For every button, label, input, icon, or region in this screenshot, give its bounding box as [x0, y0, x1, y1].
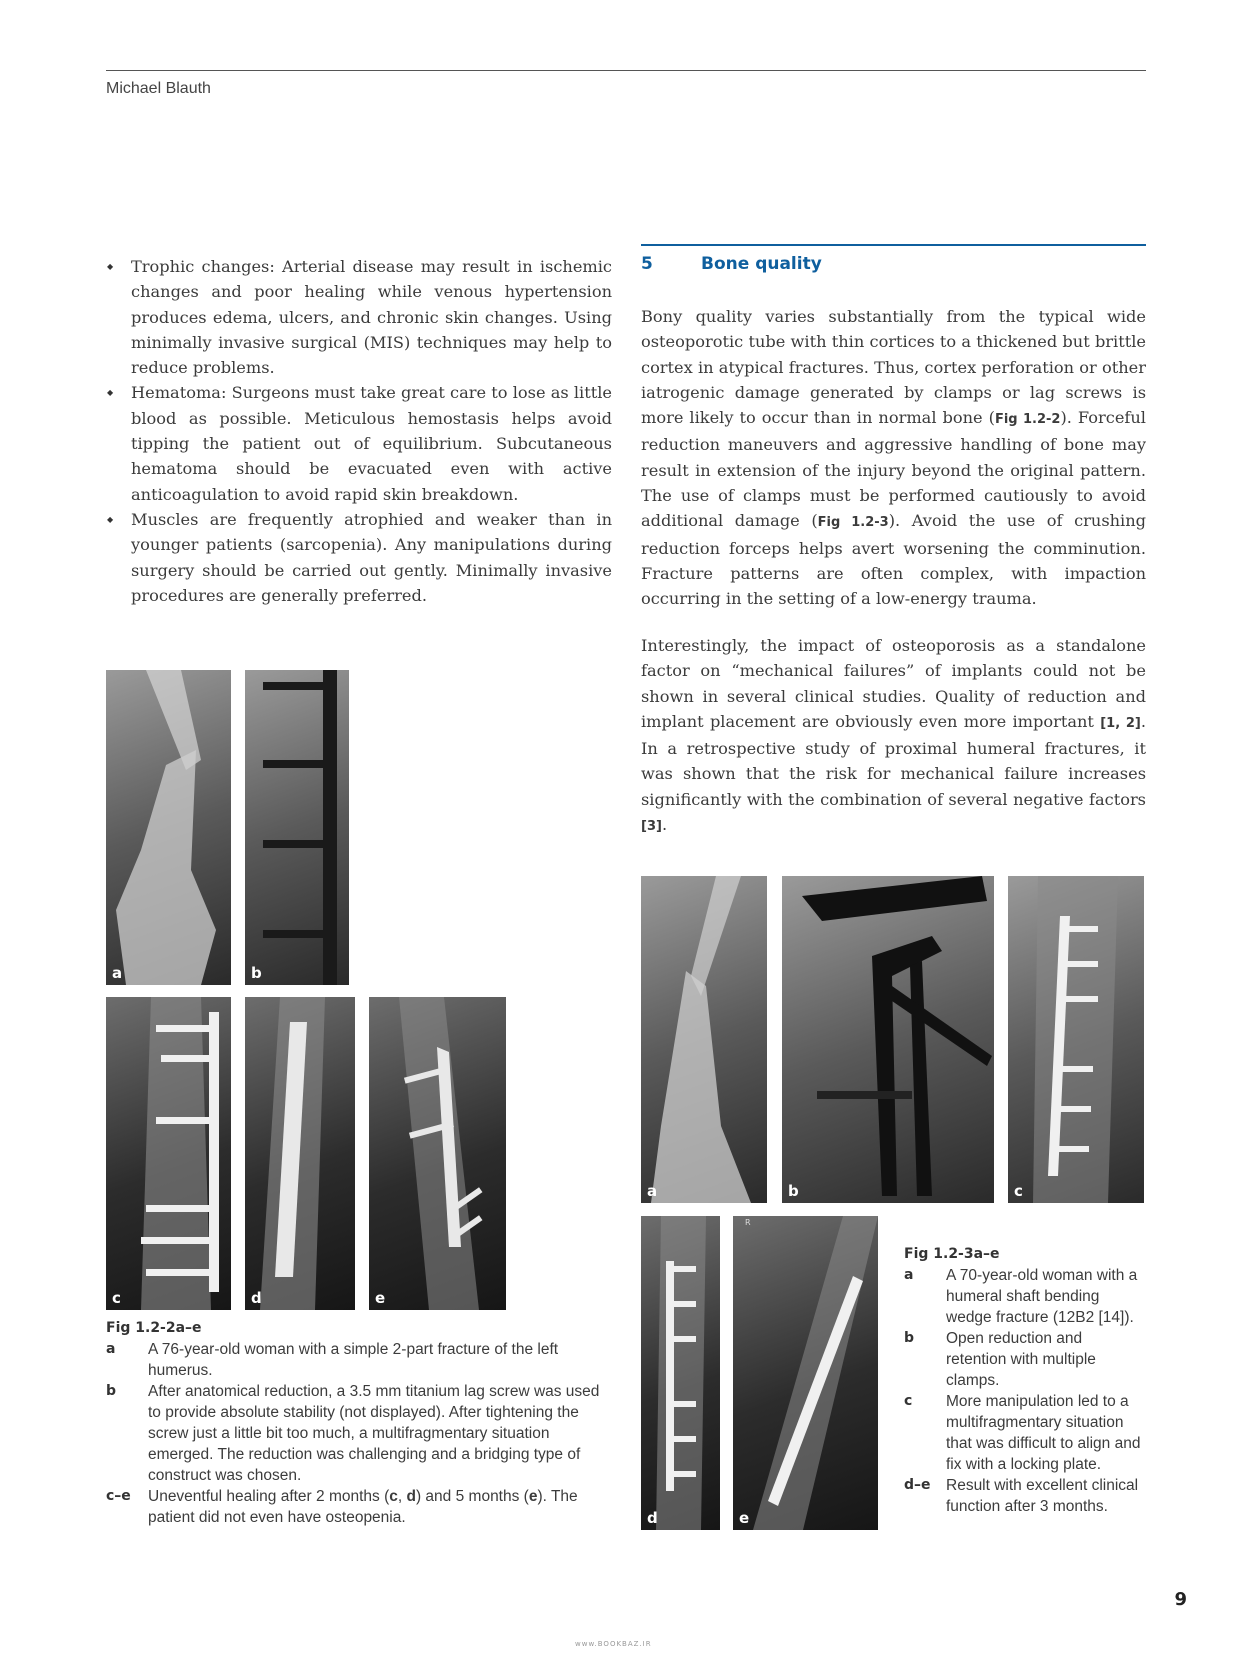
xray-image: [369, 997, 506, 1310]
panel-label: e: [739, 1509, 750, 1527]
header-rule: [106, 70, 1146, 71]
xray-image: [641, 1216, 720, 1530]
panel-label: e: [375, 1289, 386, 1307]
xray-image: [245, 670, 349, 985]
xray-image: [245, 997, 355, 1310]
bullet-item: ◆ Hematoma: Surgeons must take great care to lose as little blood as possible. Meticulous hemostasis helps avoid tipping the patient out of equilibrium. Subcutaneous hematoma should be evacuated even with active anticoagulation to avoid rapid skin breakdown.: [106, 380, 612, 506]
bullet-item: ◆ Trophic changes: Arterial disease may result in ischemic changes and poor healing while venous hypertension produces edema, ulcers, and chronic skin changes. Using minimally invasive surgical (MIS) techniques may help to reduce problems.: [106, 254, 612, 380]
panel-label: a: [112, 964, 123, 982]
caption-item: c–e Uneventful healing after 2 months (c, d) and 5 months (e). The patient did not even have osteopenia.: [106, 1488, 578, 1526]
panel-label: d: [647, 1509, 658, 1527]
xray-image: [733, 1216, 878, 1530]
watermark: www.BOOKBAZ.IR: [575, 1640, 652, 1648]
panel-label: c: [1014, 1182, 1023, 1200]
bullet-item: ◆ Muscles are frequently atrophied and weaker than in younger patients (sarcopenia). Any manipulations during surgery should be carried out gently. Minimally invasive procedures are generally preferred.: [106, 507, 612, 608]
caption-item: b Open reduction and retention with multiple clamps.: [904, 1330, 1096, 1389]
side-marker: R: [745, 1218, 751, 1227]
section-number: 5: [641, 254, 653, 274]
panel-label: d: [251, 1289, 262, 1307]
figure-reference[interactable]: Fig 1.2-2: [994, 412, 1061, 428]
running-head-author: Michael Blauth: [106, 80, 211, 97]
figure-caption: [904, 1244, 1146, 1517]
caption-item: b After anatomical reduction, a 3.5 mm titanium lag screw was used to provide absolute stability (not displayed). After tightening the screw just a little bit too much, a multifragmentary situation emerged. The reduction was challenging and a bridging type of construct was chosen.: [106, 1383, 600, 1484]
section-title: Bone quality: [701, 254, 822, 274]
figure-caption: [106, 1318, 612, 1528]
caption-item: a A 76-year-old woman with a simple 2-part fracture of the left humerus.: [106, 1341, 559, 1379]
xray-image: [641, 876, 767, 1203]
section-rule: [641, 244, 1146, 246]
panel-label: c: [112, 1289, 121, 1307]
citation-reference[interactable]: [3]: [641, 819, 662, 835]
figure-reference[interactable]: Fig 1.2-3: [817, 515, 889, 531]
caption-title: Fig 1.2-3a–e: [904, 1246, 1000, 1262]
page-number: 9: [1174, 1589, 1187, 1610]
caption-title: Fig 1.2-2a–e: [106, 1320, 202, 1336]
xray-image: [1008, 876, 1144, 1203]
xray-image: [782, 876, 994, 1203]
caption-item: a A 70-year-old woman with a humeral shaft bending wedge fracture (12B2 [14]).: [904, 1267, 1138, 1326]
paragraph: Interestingly, the impact of osteoporosis as a standalone factor on “mechanical failures” of implants could not be shown in several clinical studies. Quality of reduction and implant placement are obviously even more important [1, 2]. In a retrospective study of proximal humeral fractures, it was shown that the risk for mechanical failure increases significantly with the combination of several negative factors [3].: [641, 636, 1146, 835]
caption-item: d–e Result with excellent clinical function after 3 months.: [904, 1477, 1139, 1515]
section-heading: [641, 254, 822, 274]
caption-item: c More manipulation led to a multifragmentary situation that was difficult to align and fix with a locking plate.: [904, 1393, 1141, 1473]
citation-reference[interactable]: [1, 2]: [1100, 715, 1141, 731]
xray-image: [106, 997, 231, 1310]
paragraph: Bony quality varies substantially from the typical wide osteoporotic tube with thin cortices to a thickened but brittle cortex in atypical fractures. Thus, cortex perforation or other iatrogenic damage generated by clamps or lag screws is more likely to occur than in normal bone (Fig 1.2-2). Forceful reduction maneuvers and aggressive handling of bone may result in extension of the injury beyond the original pattern. The use of clamps must be performed cautiously to avoid additional damage (Fig 1.2-3). Avoid the use of crushing reduction forceps helps avert worsening the comminution. Fracture patterns are often complex, with impaction occurring in the setting of a low-energy trauma.: [641, 307, 1147, 609]
panel-label: b: [788, 1182, 799, 1200]
bullet-list: [106, 254, 612, 608]
panel-label: b: [251, 964, 262, 982]
xray-image: [106, 670, 231, 985]
panel-label: a: [647, 1182, 658, 1200]
